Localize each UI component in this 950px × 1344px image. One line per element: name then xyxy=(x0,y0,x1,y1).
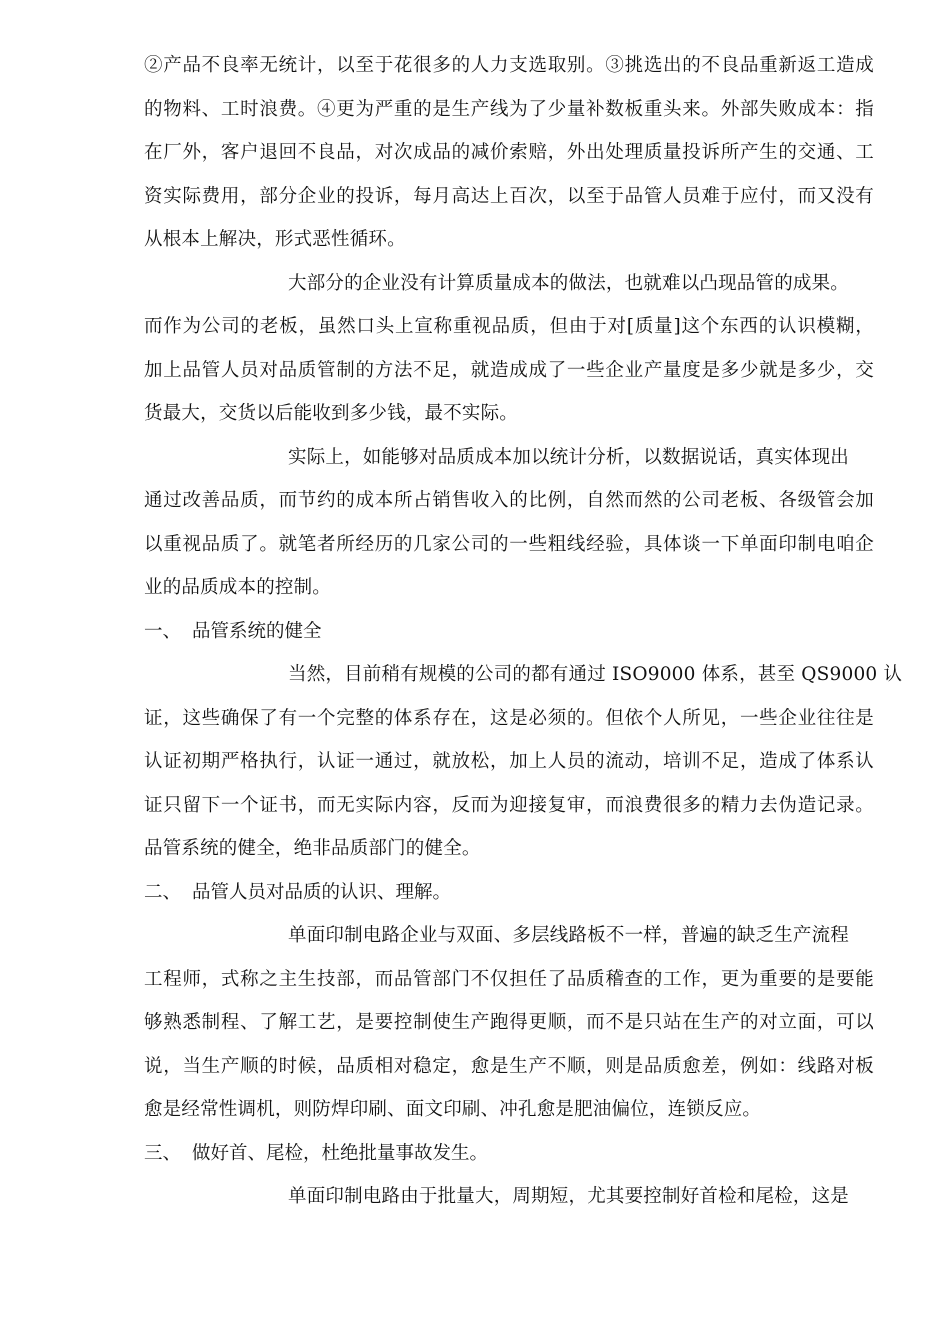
text-line: 从根本上解决，形式恶性循环。 xyxy=(144,229,406,250)
paragraph xyxy=(144,653,903,871)
document-page xyxy=(144,44,903,1219)
paragraph xyxy=(144,436,874,610)
text-line: 单面印制电路企业与双面、多层线路板不一样，普遍的缺乏生产流程 xyxy=(288,925,850,946)
text-line: 大部分的企业没有计算质量成本的做法，也就难以凸现品管的成果。 xyxy=(288,272,850,294)
text-line: 的物料、工时浪费。④更为严重的是生产线为了少量补数板重头来。外部失败成本：指 xyxy=(144,98,874,120)
section-heading xyxy=(144,871,874,915)
text-line: ②产品不良率无统计，以至于花很多的人力支选取别。③挑选出的不良品重新返工造成 xyxy=(144,55,874,76)
text-line: 认证初期严格执行，认证一通过，就放松，加上人员的流动，培训不足，造成了体系认 xyxy=(144,751,874,772)
text-line: 品管系统的健全，绝非品质部门的健全。 xyxy=(144,838,481,859)
text-line: 而作为公司的老板，虽然口头上宣称重视品质，但由于对[质量]这个东西的认识模糊， xyxy=(144,316,874,337)
text-line: 工程师，式称之主生技部，而品管部门不仅担任了品质稽查的工作，更为重要的是要能 xyxy=(144,968,874,990)
section-number: 三、 xyxy=(144,1142,182,1164)
text-line: 以重视品质了。就笔者所经历的几家公司的一些粗线经验，具体谈一下单面印制电咱企 xyxy=(144,533,874,555)
paragraph xyxy=(144,1175,874,1219)
text-line: 说，当生产顺的时候，品质相对稳定，愈是生产不顺，则是品质愈差，例如：线路对板 xyxy=(144,1055,874,1077)
text-line: 资实际费用，部分企业的投诉，每月高达上百次，以至于品管人员难于应付，而又没有 xyxy=(144,185,874,207)
text-line: 愈是经常性调机，则防焊印刷、面文印刷、冲孔愈是肥油偏位，连锁反应。 xyxy=(144,1099,762,1120)
text-line: 单面印制电路由于批量大，周期短，尤其要控制好首检和尾检，这是 xyxy=(288,1186,850,1207)
section-number: 二、 xyxy=(144,881,182,903)
text-line: 证，这些确保了有一个完整的体系存在，这是必须的。但依个人所见，一些企业往往是 xyxy=(144,707,874,729)
text-line: 实际上，如能够对品质成本加以统计分析，以数据说话，真实体现出 xyxy=(288,446,850,468)
text-line: 货最大，交货以后能收到多少钱，最不实际。 xyxy=(144,403,519,424)
text-line: 业的品质成本的控制。 xyxy=(144,577,332,598)
section-title: 品管人员对品质的认识、理解。 xyxy=(192,881,452,903)
paragraph xyxy=(144,914,874,1132)
paragraph xyxy=(144,262,874,436)
section-heading xyxy=(144,1132,874,1176)
text-line: 通过改善品质，而节约的成本所占销售收入的比例，自然而然的公司老板、各级管会加 xyxy=(144,490,874,511)
text-line: 在厂外，客户退回不良品，对次成品的减价索赔，外出处理质量投诉所产生的交通、工 xyxy=(144,142,874,163)
section-title: 做好首、尾检，杜绝批量事故发生。 xyxy=(192,1142,489,1164)
text-line: 加上品管人员对品质管制的方法不足，就造成成了一些企业产量度是多少就是多少，交 xyxy=(144,359,874,381)
paragraph xyxy=(144,44,874,262)
section-number: 一、 xyxy=(144,620,182,642)
text-line: 证只留下一个证书，而无实际内容，反而为迎接复审，而浪费很多的精力去伪造记录。 xyxy=(144,794,874,816)
text-line: 够熟悉制程、了解工艺，是要控制使生产跑得更顺，而不是只站在生产的对立面，可以 xyxy=(144,1012,874,1033)
text-line: 当然，目前稍有规模的公司的都有通过 ISO9000 体系，甚至 QS9000 认 xyxy=(288,664,903,685)
section-title: 品管系统的健全 xyxy=(192,620,322,642)
section-heading xyxy=(144,610,874,654)
